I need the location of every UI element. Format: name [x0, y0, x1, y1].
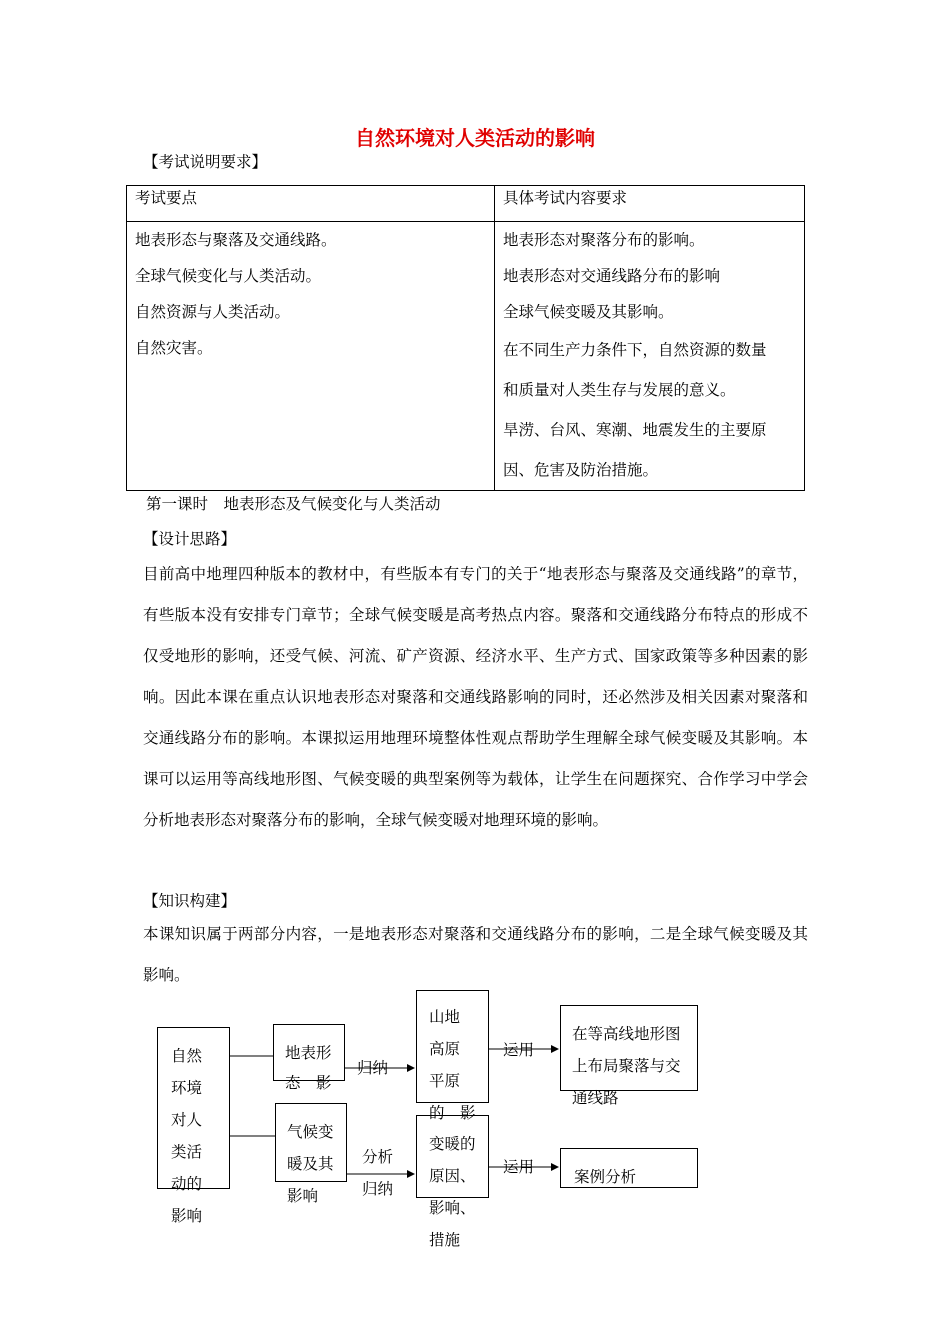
detail-line: 在不同生产力条件下，自然资源的数量	[503, 341, 767, 359]
key-point: 全球气候变化与人类活动。	[135, 267, 322, 285]
detail-line: 和质量对人类生存与发展的意义。	[503, 381, 736, 399]
knowledge-heading: 【知识构建】	[143, 892, 237, 910]
root-text: 环境	[171, 1079, 203, 1097]
knowledge-paragraph: 本课知识属于两部分内容，一是地表形态对聚落和交通线路分布的影响，二是全球气候变暖及其影响。	[143, 925, 808, 984]
result-text: 平原	[429, 1072, 461, 1090]
result-text: 的 影	[429, 1104, 476, 1122]
key-point: 自然资源与人类活动。	[135, 303, 291, 321]
key-point: 地表形态与聚落及交通线路。	[135, 231, 337, 249]
settlement-layout-box	[560, 1005, 698, 1107]
outcome-text: 案例分析	[574, 1168, 637, 1186]
result-text: 影响、	[429, 1199, 476, 1217]
landform-text: 地表形	[285, 1044, 332, 1062]
climate-text: 气候变	[287, 1123, 334, 1141]
landform-text: 态 影	[285, 1074, 332, 1092]
result-text: 变暖的	[429, 1135, 476, 1153]
exam-requirements-heading: 【考试说明要求】	[143, 153, 268, 171]
key-point: 自然灾害。	[135, 339, 213, 357]
outcome-text: 通线路	[572, 1089, 619, 1107]
detail-line: 全球气候变暖及其影响。	[503, 303, 674, 321]
root-text: 类活	[171, 1143, 203, 1161]
lesson-title: 第一课时 地表形态及气候变化与人类活动	[146, 495, 441, 513]
landform-box	[273, 1024, 345, 1092]
apply-label: 运用	[503, 1158, 535, 1176]
root-box	[157, 1027, 230, 1225]
result-text: 山地	[429, 1008, 461, 1026]
analyze-label: 分析	[362, 1148, 394, 1166]
detail-line: 旱涝、台风、寒潮、地震发生的主要原	[503, 421, 767, 439]
case-analysis-box	[560, 1148, 698, 1188]
induce-label: 归纳	[362, 1180, 394, 1198]
detail-line: 因、危害及防治措施。	[503, 461, 659, 479]
result-text: 原因、	[429, 1167, 476, 1185]
result-text: 高原	[429, 1040, 461, 1058]
induce-label: 归纳	[357, 1059, 389, 1077]
root-text: 对人	[171, 1111, 203, 1129]
column-header: 具体考试内容要求	[495, 186, 805, 222]
landform-result-box	[416, 990, 489, 1122]
climate-box	[275, 1103, 347, 1205]
detail-line: 地表形态对聚落分布的影响。	[503, 231, 705, 249]
root-text: 影响	[171, 1207, 203, 1225]
design-heading: 【设计思路】	[143, 530, 237, 548]
root-text: 自然	[171, 1047, 203, 1065]
apply-label: 运用	[503, 1041, 535, 1059]
page-title: 自然环境对人类活动的影响	[355, 126, 595, 150]
warming-result-box	[416, 1115, 489, 1249]
climate-text: 暖及其	[287, 1155, 334, 1173]
outcome-text: 上布局聚落与交	[572, 1057, 681, 1075]
column-header: 考试要点	[127, 186, 495, 222]
result-text: 措施	[429, 1231, 461, 1249]
design-paragraph: 目前高中地理四种版本的教材中，有些版本有专门的关于“地表形态与聚落及交通线路”的章节，有些版本没有安排专门章节；全球气候变暖是高考热点内容。聚落和交通线路分布特点的形成不仅受地形的影响，还受气候、河流、矿产资源、经济水平、生产方式、国家政策等多种因素的影响。因此本课在重点认识地表形态对聚落和交通线路影响的同时，还必然涉及相关因素对聚落和交通线路分布的影响。本课拟运用地理环境整体性观点帮助学生理解全球气候变暖及其影响。本课可以运用等高线地形图、气候变暖的典型案例等为载体，让学生在问题探究、合作学习中学会分析地表形态对聚落分布的影响，全球气候变暖对地理环境的影响。	[143, 565, 808, 829]
detail-line: 地表形态对交通线路分布的影响	[503, 267, 721, 285]
root-text: 动的	[171, 1175, 203, 1193]
outcome-text: 在等高线地形图	[572, 1025, 681, 1043]
climate-text: 影响	[287, 1187, 319, 1205]
